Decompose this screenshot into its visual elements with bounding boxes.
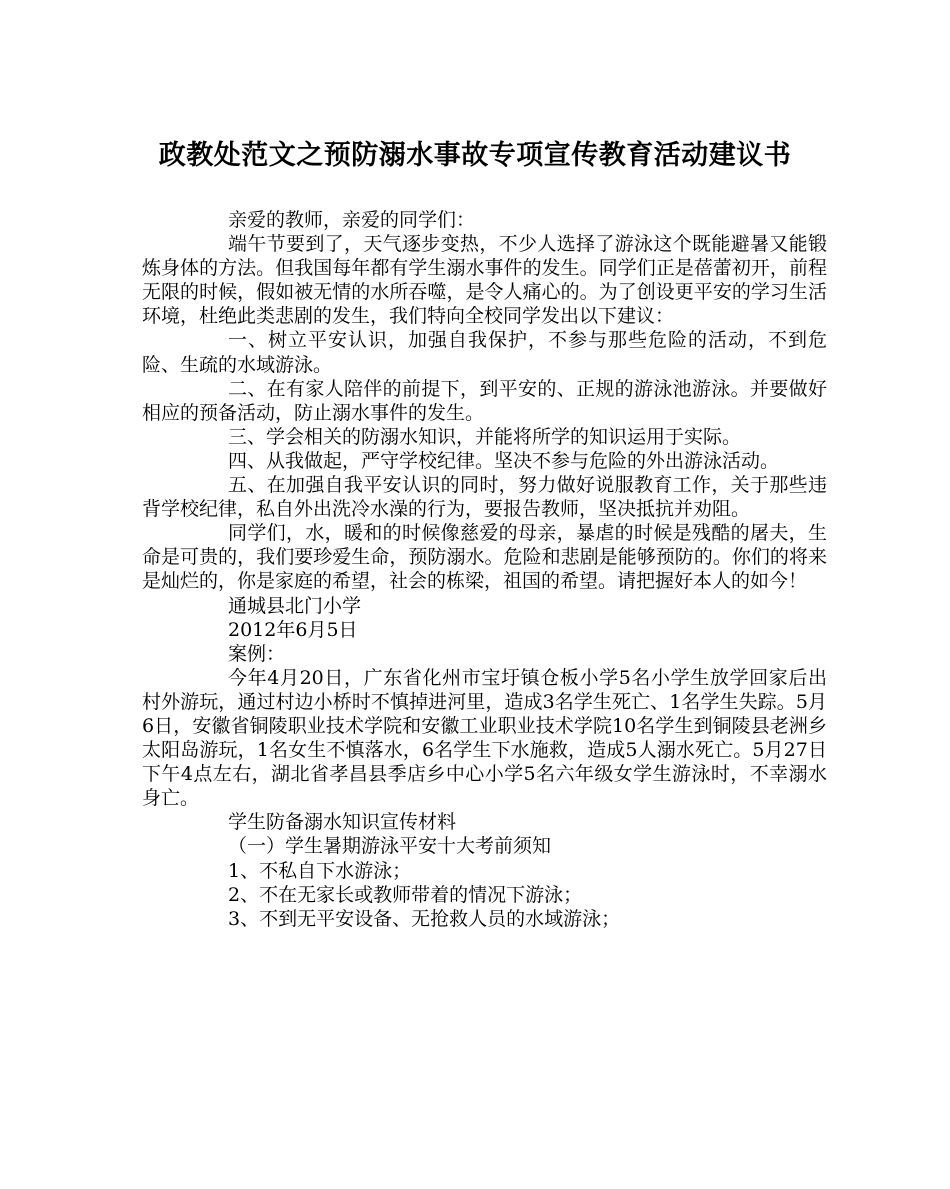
- list-item: 2、不在无家长或教师带着的情况下游泳；: [228, 883, 583, 906]
- suggestion-1: 一、树立平安认识，加强自我保护，不参与那些危险的活动，不到危险、生疏的水域游泳。: [142, 329, 827, 376]
- signature-date: 2012年6月5日: [228, 618, 358, 641]
- document-body: [142, 208, 827, 931]
- paragraph-closing: 同学们，水，暖和的时候像慈爱的母亲，暴虐的时候是残酷的屠夫，生命是可贵的，我们要珍爱生命，预防溺水。危险和悲剧是能够预防的。你们的将来是灿烂的，你是家庭的希望，社会的栋梁，祖国的希望。请把握好本人的如今！: [142, 522, 827, 593]
- section-heading: （一）学生暑期游泳平安十大考前须知: [228, 835, 552, 858]
- paragraph-intro: 端午节要到了，天气逐步变热，不少人选择了游泳这个既能避暑又能锻炼身体的方法。但我国每年都有学生溺水事件的发生。同学们正是蓓蕾初开，前程无限的时候，假如被无情的水所吞噬，是令人痛心的。为了创设更平安的学习生活环境，杜绝此类悲剧的发生，我们特向全校同学发出以下建议：: [142, 233, 827, 328]
- list-item: 1、不私自下水游泳；: [228, 859, 412, 882]
- document-title: 政教处范文之预防溺水事故专项宣传教育活动建议书: [158, 140, 792, 171]
- materials-heading: 学生防备溺水知识宣传材料: [228, 811, 457, 834]
- list-item: 3、不到无平安设备、无抢救人员的水域游泳；: [228, 907, 621, 930]
- suggestion-2: 二、在有家人陪伴的前提下，到平安的、正规的游泳池游泳。并要做好相应的预备活动，防止溺水事件的发生。: [142, 377, 827, 424]
- signature-school: 通城县北门小学: [228, 594, 362, 617]
- suggestion-4: 四、从我做起，严守学校纪律。坚决不参与危险的外出游泳活动。: [228, 449, 780, 472]
- suggestion-5: 五、在加强自我平安认识的同时，努力做好说服教育工作，关于那些违背学校纪律，私自外出洗冷水澡的行为，要报告教师，坚决抵抗并劝阻。: [142, 474, 827, 521]
- greeting: 亲爱的教师，亲爱的同学们：: [228, 209, 476, 231]
- suggestion-3: 三、学会相关的防溺水知识，并能将所学的知识运用于实际。: [228, 425, 742, 448]
- cases-paragraph: 今年4月20日，广东省化州市宝圩镇仓板小学5名小学生放学回家后出村外游玩，通过村边小桥时不慎掉进河里，造成3名学生死亡、1名学生失踪。5月6日，安徽省铜陵职业技术学院和安徽工业职业技术学院10名学生到铜陵县老洲乡太阳岛游玩，1名女生不慎落水，6名学生下水施救，造成5人溺水死亡。5月27日下午4点左右，湖北省孝昌县季店乡中心小学5名六年级女学生游泳时，不幸溺水身亡。: [142, 666, 827, 810]
- cases-heading: 案例：: [228, 642, 286, 665]
